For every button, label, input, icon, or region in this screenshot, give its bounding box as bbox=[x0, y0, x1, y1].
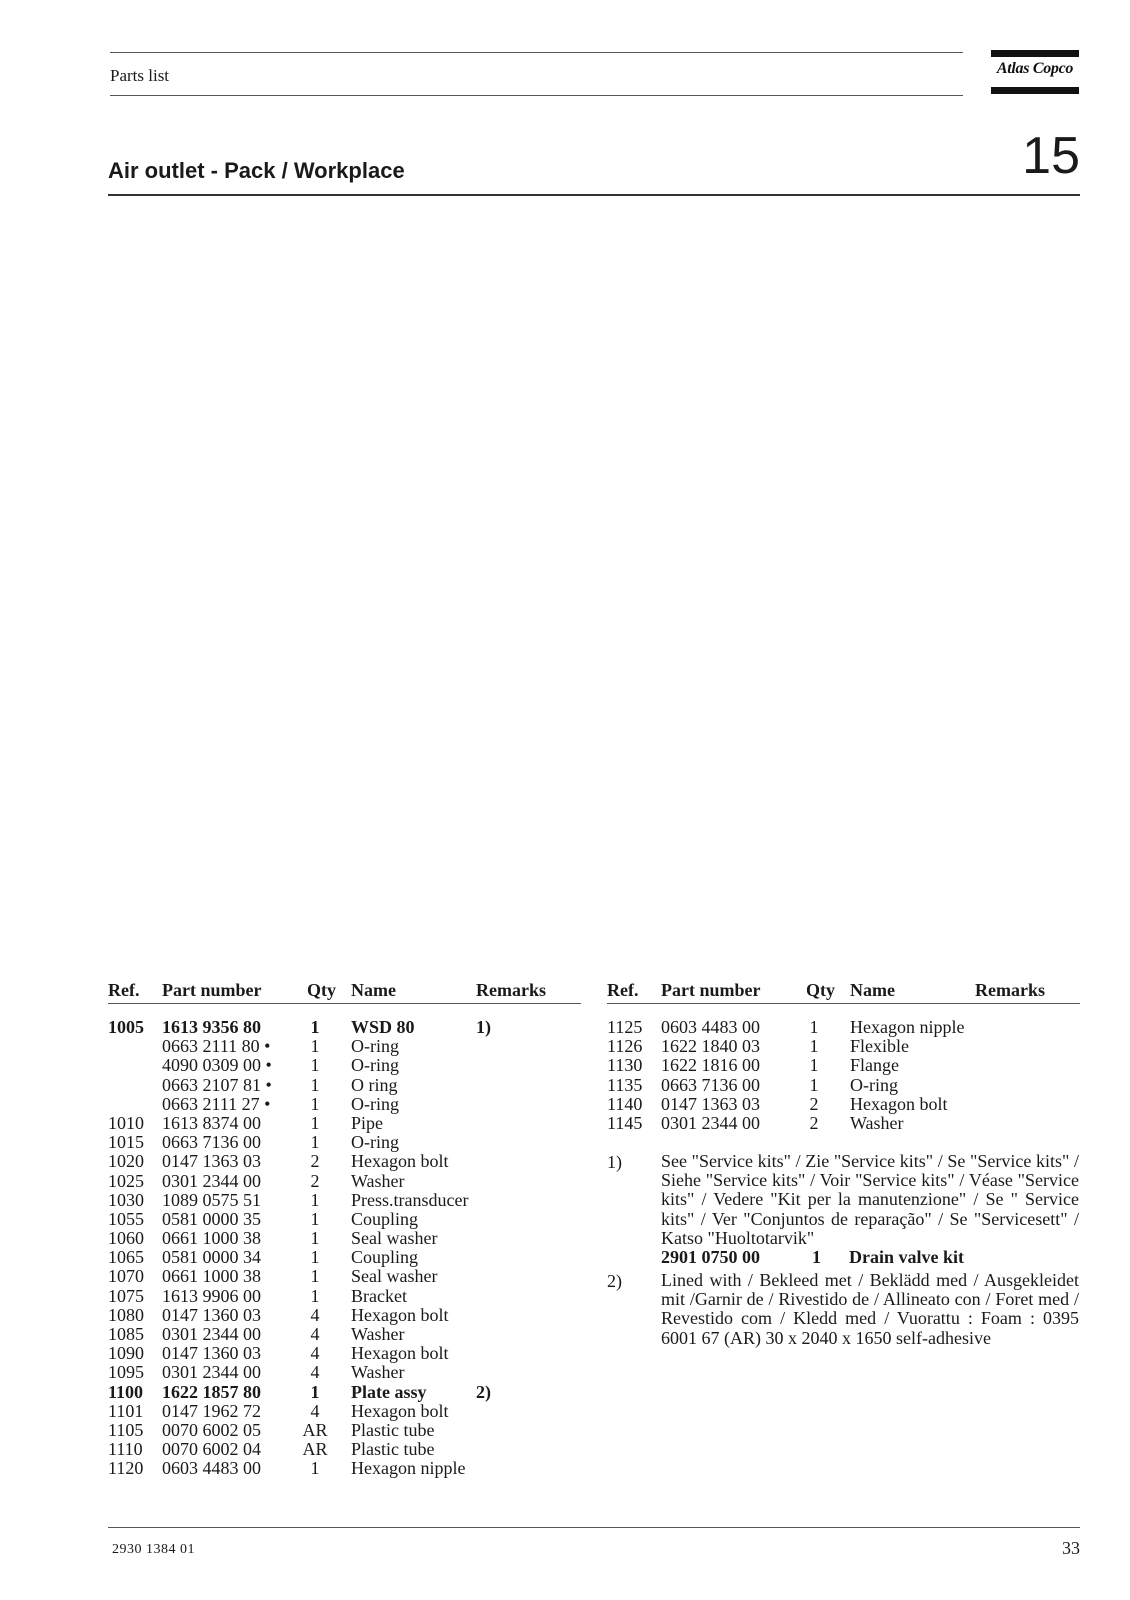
cell-ref: 1090 bbox=[108, 1343, 144, 1364]
cell-part-number: 0603 4483 00 bbox=[661, 1017, 760, 1037]
cell-ref: 1070 bbox=[108, 1266, 144, 1287]
table-row bbox=[607, 1056, 1080, 1075]
section-number: 15 bbox=[1022, 127, 1080, 185]
cell-ref: 1135 bbox=[607, 1074, 643, 1095]
cell-qty: 1 bbox=[310, 1285, 320, 1306]
cell-qty: 1 bbox=[310, 1074, 320, 1095]
cell-part-number: 0301 2344 00 bbox=[661, 1112, 760, 1133]
cell-ref: 1095 bbox=[108, 1362, 144, 1383]
cell-ref: 1120 bbox=[108, 1458, 144, 1479]
cell-qty: 1 bbox=[310, 1017, 320, 1037]
cell-name: WSD 80 bbox=[351, 1017, 415, 1037]
cell-part-number: 0663 2111 27 • bbox=[162, 1093, 271, 1114]
cell-qty: 1 bbox=[310, 1189, 320, 1210]
cell-part-number: 0147 1360 03 bbox=[162, 1343, 261, 1364]
header-bottom-rule bbox=[110, 95, 963, 96]
cell-qty: 4 bbox=[310, 1362, 320, 1383]
col-head-qty: Qty bbox=[307, 980, 336, 1000]
kit-name: Drain valve kit bbox=[849, 1247, 964, 1268]
table-row bbox=[607, 1037, 1080, 1056]
cell-ref: 1075 bbox=[108, 1285, 144, 1306]
cell-ref: 1065 bbox=[108, 1247, 144, 1268]
cell-qty: 1 bbox=[310, 1055, 320, 1076]
cell-qty: 1 bbox=[310, 1247, 320, 1268]
cell-ref: 1085 bbox=[108, 1324, 144, 1344]
cell-ref: 1005 bbox=[108, 1017, 144, 1037]
cell-qty: 1 bbox=[809, 1074, 819, 1095]
table-row bbox=[108, 1056, 581, 1075]
cell-ref: 1110 bbox=[108, 1439, 143, 1460]
cell-name: Washer bbox=[850, 1112, 904, 1133]
cell-qty: 1 bbox=[310, 1228, 320, 1249]
cell-qty: 1 bbox=[310, 1381, 320, 1402]
table-row bbox=[108, 1152, 581, 1171]
cell-ref: 1100 bbox=[108, 1381, 144, 1402]
cell-part-number: 0070 6002 04 bbox=[162, 1439, 261, 1460]
cell-ref: 1101 bbox=[108, 1400, 144, 1421]
cell-part-number: 0663 7136 00 bbox=[661, 1074, 760, 1095]
left-table-rows bbox=[108, 1018, 581, 1479]
cell-name: Washer bbox=[351, 1170, 405, 1191]
cell-qty: 1 bbox=[809, 1036, 819, 1057]
col-head-name: Name bbox=[351, 980, 396, 1000]
cell-part-number: 0581 0000 35 bbox=[162, 1208, 261, 1229]
title-rule bbox=[108, 194, 1080, 196]
table-row bbox=[108, 1325, 581, 1344]
table-row bbox=[607, 1114, 1080, 1133]
col-head-part-number: Part number bbox=[162, 980, 262, 1000]
table-row bbox=[607, 1018, 1080, 1037]
table-row bbox=[108, 1363, 581, 1382]
cell-qty: 1 bbox=[809, 1055, 819, 1076]
table-row bbox=[108, 1210, 581, 1229]
cell-ref: 1015 bbox=[108, 1132, 144, 1153]
cell-qty: 2 bbox=[809, 1093, 819, 1114]
cell-ref: 1030 bbox=[108, 1189, 144, 1210]
cell-part-number: 1089 0575 51 bbox=[162, 1189, 261, 1210]
cell-part-number: 0663 7136 00 bbox=[162, 1132, 261, 1153]
table-row bbox=[108, 1459, 581, 1478]
cell-part-number: 0603 4483 00 bbox=[162, 1458, 261, 1479]
cell-name: O-ring bbox=[850, 1074, 898, 1095]
col-head-name: Name bbox=[850, 980, 895, 1000]
cell-part-number: 0147 1360 03 bbox=[162, 1304, 261, 1325]
cell-name: Hexagon bolt bbox=[351, 1304, 449, 1325]
cell-qty: 1 bbox=[310, 1266, 320, 1287]
cell-qty: AR bbox=[302, 1419, 328, 1440]
cell-part-number: 0070 6002 05 bbox=[162, 1419, 261, 1440]
cell-ref: 1025 bbox=[108, 1170, 144, 1191]
note-number: 2) bbox=[607, 1271, 622, 1291]
footer-rule bbox=[108, 1527, 1080, 1528]
cell-qty: 2 bbox=[310, 1151, 320, 1172]
cell-name: Pipe bbox=[351, 1112, 384, 1133]
cell-name: Coupling bbox=[351, 1247, 419, 1268]
col-head-part-number: Part number bbox=[661, 980, 761, 1000]
table-row bbox=[108, 1037, 581, 1056]
table-row bbox=[108, 1133, 581, 1152]
cell-name: Hexagon nipple bbox=[351, 1458, 466, 1479]
col-head-ref: Ref. bbox=[607, 980, 639, 1000]
cell-part-number: 1622 1840 03 bbox=[661, 1036, 760, 1057]
header-top-rule bbox=[110, 52, 963, 53]
page-number: 33 bbox=[1062, 1538, 1080, 1558]
cell-name: Hexagon bolt bbox=[850, 1093, 948, 1114]
cell-qty: 4 bbox=[310, 1400, 320, 1421]
col-head-qty: Qty bbox=[806, 980, 835, 1000]
table-row bbox=[108, 1287, 581, 1306]
note-text bbox=[661, 1152, 1079, 1267]
right-table-rule bbox=[607, 1003, 1080, 1004]
cell-qty: 4 bbox=[310, 1343, 320, 1364]
col-head-remarks: Remarks bbox=[476, 980, 546, 1000]
cell-qty: 1 bbox=[310, 1112, 320, 1133]
right-table-rows bbox=[607, 1018, 1080, 1133]
cell-name: Plastic tube bbox=[351, 1439, 435, 1460]
header-label: Parts list bbox=[110, 66, 170, 85]
document-number: 2930 1384 01 bbox=[112, 1542, 195, 1557]
table-row bbox=[108, 1383, 581, 1402]
cell-name: Press.transducer bbox=[351, 1189, 469, 1210]
cell-qty: 2 bbox=[310, 1170, 320, 1191]
table-row bbox=[108, 1229, 581, 1248]
note-text: Lined with / Bekleed met / Beklädd med / Ausgekleidet mit /Garnir de / Rivestido de / Allineato con / Foret med / Revestido com / Kledd med / Vuorattu : Foam : 0395 6001 67 (AR) 30 x 2040 x 1650 self-adhesive bbox=[661, 1270, 1079, 1348]
kit-row bbox=[661, 1248, 1079, 1267]
table-row bbox=[108, 1095, 581, 1114]
cell-ref: 1105 bbox=[108, 1419, 144, 1440]
cell-qty: 1 bbox=[310, 1093, 320, 1114]
left-table-rule bbox=[108, 1003, 581, 1004]
table-row bbox=[108, 1402, 581, 1421]
table-row bbox=[607, 1076, 1080, 1095]
cell-qty: 1 bbox=[809, 1017, 819, 1037]
cell-part-number: 0147 1363 03 bbox=[661, 1093, 760, 1114]
cell-ref: 1145 bbox=[607, 1112, 643, 1133]
page-title: Air outlet - Pack / Workplace bbox=[108, 158, 405, 183]
cell-name: Washer bbox=[351, 1324, 405, 1344]
cell-name: Bracket bbox=[351, 1285, 407, 1306]
cell-part-number: 0147 1363 03 bbox=[162, 1151, 261, 1172]
cell-remarks: 2) bbox=[476, 1381, 491, 1402]
cell-part-number: 1613 9906 00 bbox=[162, 1285, 261, 1306]
cell-part-number: 1622 1857 80 bbox=[162, 1381, 261, 1402]
table-row bbox=[108, 1076, 581, 1095]
cell-name: Coupling bbox=[351, 1208, 419, 1229]
cell-qty: 1 bbox=[310, 1458, 320, 1479]
cell-name: Flange bbox=[850, 1055, 899, 1076]
table-row bbox=[108, 1018, 581, 1037]
kit-qty: 1 bbox=[812, 1247, 821, 1268]
cell-part-number: 0661 1000 38 bbox=[162, 1228, 261, 1249]
table-row bbox=[108, 1344, 581, 1363]
cell-name: Seal washer bbox=[351, 1228, 438, 1249]
cell-name: Hexagon nipple bbox=[850, 1017, 965, 1037]
cell-qty: 1 bbox=[310, 1208, 320, 1229]
cell-part-number: 0663 2111 80 • bbox=[162, 1036, 271, 1057]
cell-part-number: 1613 9356 80 bbox=[162, 1017, 261, 1037]
table-row bbox=[607, 1095, 1080, 1114]
table-row bbox=[108, 1248, 581, 1267]
table-row bbox=[108, 1421, 581, 1440]
cell-ref: 1080 bbox=[108, 1304, 144, 1325]
table-row bbox=[108, 1191, 581, 1210]
cell-ref: 1126 bbox=[607, 1036, 643, 1057]
cell-name: O-ring bbox=[351, 1093, 399, 1114]
cell-remarks: 1) bbox=[476, 1017, 491, 1037]
cell-ref: 1010 bbox=[108, 1112, 144, 1133]
cell-name: Hexagon bolt bbox=[351, 1343, 449, 1364]
col-head-remarks: Remarks bbox=[975, 980, 1045, 1000]
cell-qty: 4 bbox=[310, 1304, 320, 1325]
cell-part-number: 0301 2344 00 bbox=[162, 1324, 261, 1344]
table-row bbox=[108, 1267, 581, 1286]
cell-name: O-ring bbox=[351, 1132, 399, 1153]
cell-part-number: 1622 1816 00 bbox=[661, 1055, 760, 1076]
cell-part-number: 0147 1962 72 bbox=[162, 1400, 261, 1421]
cell-ref: 1055 bbox=[108, 1208, 144, 1229]
cell-name: Flexible bbox=[850, 1036, 909, 1057]
cell-part-number: 0661 1000 38 bbox=[162, 1266, 261, 1287]
table-row bbox=[108, 1172, 581, 1191]
table-row bbox=[108, 1306, 581, 1325]
cell-ref: 1125 bbox=[607, 1017, 643, 1037]
cell-ref: 1060 bbox=[108, 1228, 144, 1249]
cell-qty: 2 bbox=[809, 1112, 819, 1133]
atlas-copco-logo bbox=[991, 50, 1079, 94]
cell-qty: 1 bbox=[310, 1036, 320, 1057]
cell-name: Hexagon bolt bbox=[351, 1400, 449, 1421]
table-row bbox=[108, 1440, 581, 1459]
cell-qty: 4 bbox=[310, 1324, 320, 1344]
kit-part-number: 2901 0750 00 bbox=[661, 1247, 760, 1268]
cell-name: Plate assy bbox=[351, 1381, 427, 1402]
note-body: See "Service kits" / Zie "Service kits" / Se "Service kits" / Siehe "Service kits" / Voir "Service kits" / Véase "Service kits" / Vedere "Kit per la manutenzione" / Se " Service kits" / Ver "Conjuntos de reparação" / Se "Servicesett" / Katso "Huoltotarvik" bbox=[661, 1151, 1079, 1248]
cell-part-number: 1613 8374 00 bbox=[162, 1112, 261, 1133]
cell-part-number: 0663 2107 81 • bbox=[162, 1074, 272, 1095]
cell-name: O-ring bbox=[351, 1055, 399, 1076]
cell-name: Plastic tube bbox=[351, 1419, 435, 1440]
cell-part-number: 0301 2344 00 bbox=[162, 1362, 261, 1383]
cell-part-number: 0581 0000 34 bbox=[162, 1247, 261, 1268]
cell-name: O-ring bbox=[351, 1036, 399, 1057]
cell-ref: 1140 bbox=[607, 1093, 643, 1114]
logo-text: Atlas Copco bbox=[996, 60, 1074, 77]
cell-part-number: 0301 2344 00 bbox=[162, 1170, 261, 1191]
col-head-ref: Ref. bbox=[108, 980, 140, 1000]
illustration-area bbox=[108, 200, 1080, 960]
cell-name: Seal washer bbox=[351, 1266, 438, 1287]
cell-qty: AR bbox=[302, 1439, 328, 1460]
cell-qty: 1 bbox=[310, 1132, 320, 1153]
cell-ref: 1130 bbox=[607, 1055, 643, 1076]
cell-name: Washer bbox=[351, 1362, 405, 1383]
cell-ref: 1020 bbox=[108, 1151, 144, 1172]
cell-name: O ring bbox=[351, 1074, 398, 1095]
cell-part-number: 4090 0309 00 • bbox=[162, 1055, 272, 1076]
table-row bbox=[108, 1114, 581, 1133]
note-number: 1) bbox=[607, 1152, 622, 1172]
cell-name: Hexagon bolt bbox=[351, 1151, 449, 1172]
